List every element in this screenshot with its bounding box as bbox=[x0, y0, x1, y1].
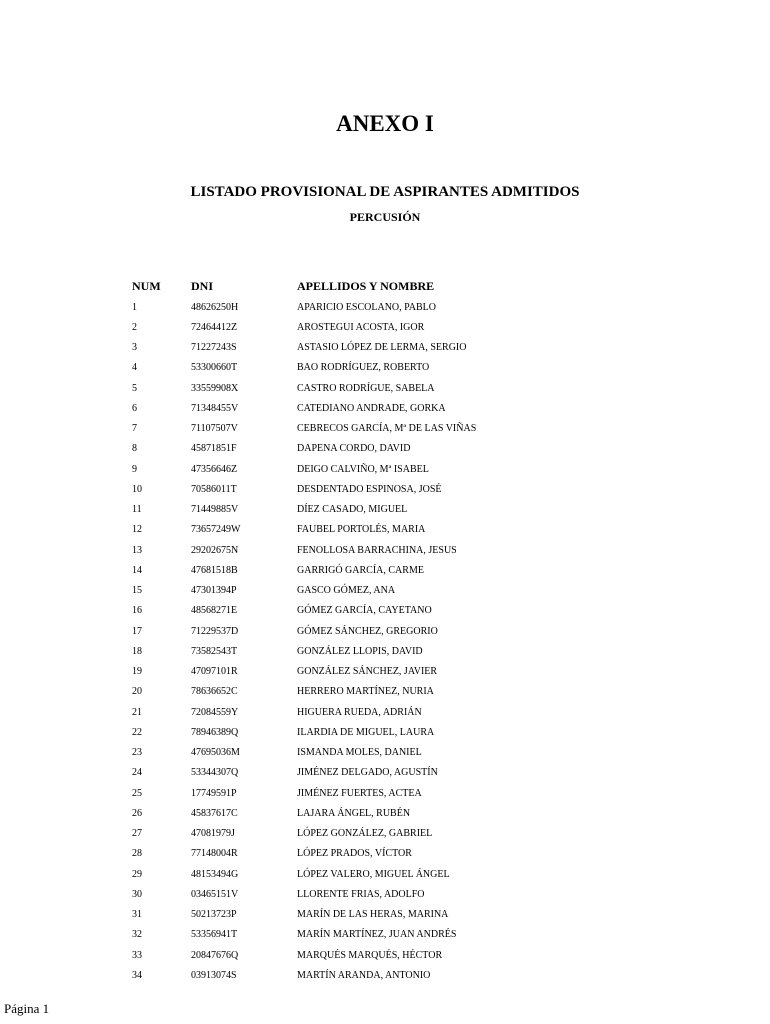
row-name-cell: DAPENA CORDO, DAVID bbox=[297, 443, 411, 455]
row-dni-cell: 47681518B bbox=[191, 564, 238, 576]
row-dni-cell: 17749591P bbox=[191, 787, 237, 799]
row-name-cell: LÓPEZ PRADOS, VÍCTOR bbox=[297, 848, 412, 860]
column-header-num: NUM bbox=[132, 278, 161, 293]
row-dni-cell: 48626250H bbox=[191, 301, 239, 313]
row-dni-cell: 72084559Y bbox=[191, 706, 239, 718]
row-name-cell: GONZÁLEZ SÁNCHEZ, JAVIER bbox=[297, 666, 438, 678]
row-dni-cell: 03465151V bbox=[191, 888, 239, 900]
row-dni-cell: 78636652C bbox=[191, 686, 238, 698]
row-dni-cell: 47695036M bbox=[191, 747, 240, 759]
table-row bbox=[132, 965, 597, 985]
row-name-cell: LÓPEZ VALERO, MIGUEL ÁNGEL bbox=[297, 868, 450, 880]
row-dni-cell: 33559908X bbox=[191, 382, 239, 394]
row-dni-cell: 71227243S bbox=[191, 342, 237, 354]
row-dni-cell: 53300660T bbox=[191, 362, 238, 374]
table-row bbox=[132, 722, 597, 742]
row-num-cell: 22 bbox=[132, 726, 142, 738]
table-row bbox=[132, 500, 597, 520]
row-name-cell: DESDENTADO ESPINOSA, JOSÉ bbox=[297, 483, 442, 495]
row-num-cell: 32 bbox=[132, 929, 142, 941]
row-num-cell: 30 bbox=[132, 888, 142, 900]
row-dni-cell: 71107507V bbox=[191, 423, 238, 435]
row-num-cell: 9 bbox=[132, 463, 137, 475]
row-dni-cell: 71449885V bbox=[191, 504, 239, 516]
column-header-name: APELLIDOS Y NOMBRE bbox=[297, 278, 435, 293]
table-row bbox=[132, 864, 597, 884]
row-name-cell: GASCO GÓMEZ, ANA bbox=[297, 585, 396, 597]
table-row bbox=[132, 905, 597, 925]
row-name-cell: MARTÍN ARANDA, ANTONIO bbox=[297, 969, 431, 981]
row-dni-cell: 03913074S bbox=[191, 969, 237, 981]
row-dni-cell: 71348455V bbox=[191, 402, 239, 414]
row-name-cell: ASTASIO LÓPEZ DE LERMA, SERGIO bbox=[297, 342, 467, 354]
row-num-cell: 15 bbox=[132, 585, 142, 597]
row-num-cell: 23 bbox=[132, 747, 142, 759]
row-num-cell: 20 bbox=[132, 686, 142, 698]
row-dni-cell: 70586011T bbox=[191, 483, 237, 495]
row-num-cell: 18 bbox=[132, 645, 142, 657]
table-header-row bbox=[132, 275, 597, 297]
row-dni-cell: 47097101R bbox=[191, 666, 238, 678]
row-num-cell: 2 bbox=[132, 321, 137, 333]
row-num-cell: 3 bbox=[132, 342, 137, 354]
row-num-cell: 7 bbox=[132, 423, 137, 435]
row-name-cell: LÓPEZ GONZÁLEZ, GABRIEL bbox=[297, 828, 433, 840]
row-name-cell: GONZÁLEZ LLOPIS, DAVID bbox=[297, 645, 423, 657]
row-dni-cell: 47356646Z bbox=[191, 463, 238, 475]
row-num-cell: 26 bbox=[132, 807, 142, 819]
row-dni-cell: 73657249W bbox=[191, 524, 241, 536]
table-row bbox=[132, 641, 597, 661]
row-dni-cell: 77148004R bbox=[191, 848, 238, 860]
row-name-cell: AROSTEGUI ACOSTA, IGOR bbox=[297, 321, 425, 333]
row-dni-cell: 71229537D bbox=[191, 625, 239, 637]
row-name-cell: HERRERO MARTÍNEZ, NURIA bbox=[297, 686, 434, 698]
row-name-cell: CATEDIANO ANDRADE, GORKA bbox=[297, 402, 446, 414]
row-num-cell: 33 bbox=[132, 949, 142, 961]
row-dni-cell: 20847676Q bbox=[191, 949, 239, 961]
row-name-cell: JIMÉNEZ DELGADO, AGUSTÍN bbox=[297, 767, 438, 779]
row-name-cell: JIMÉNEZ FUERTES, ACTEA bbox=[297, 787, 422, 799]
table-row bbox=[132, 601, 597, 621]
table-row bbox=[132, 743, 597, 763]
row-name-cell: CEBRECOS GARCÍA, Mª DE LAS VIÑAS bbox=[297, 423, 477, 435]
table-row bbox=[132, 702, 597, 722]
table-row bbox=[132, 297, 597, 317]
row-num-cell: 8 bbox=[132, 443, 137, 455]
table-row bbox=[132, 925, 597, 945]
document-subtitle: LISTADO PROVISIONAL DE ASPIRANTES ADMITIDOS bbox=[190, 184, 580, 200]
row-num-cell: 28 bbox=[132, 848, 142, 860]
row-name-cell: MARÍN MARTÍNEZ, JUAN ANDRÉS bbox=[297, 929, 457, 941]
table-row bbox=[132, 398, 597, 418]
table-row bbox=[132, 662, 597, 682]
row-num-cell: 25 bbox=[132, 787, 142, 799]
row-name-cell: FENOLLOSA BARRACHINA, JESUS bbox=[297, 544, 457, 556]
row-name-cell: ILARDIA DE MIGUEL, LAURA bbox=[297, 726, 435, 738]
row-name-cell: DÍEZ CASADO, MIGUEL bbox=[297, 504, 408, 516]
table-body bbox=[132, 297, 597, 986]
row-name-cell: CASTRO RODRÍGUE, SABELA bbox=[297, 382, 435, 394]
row-num-cell: 13 bbox=[132, 544, 142, 556]
row-num-cell: 14 bbox=[132, 564, 142, 576]
row-name-cell: MARÍN DE LAS HERAS, MARINA bbox=[297, 909, 449, 921]
table-row bbox=[132, 317, 597, 337]
row-dni-cell: 73582543T bbox=[191, 645, 238, 657]
table-row bbox=[132, 803, 597, 823]
document-title: ANEXO I bbox=[336, 111, 434, 136]
row-name-cell: HIGUERA RUEDA, ADRIÁN bbox=[297, 706, 422, 718]
row-num-cell: 19 bbox=[132, 666, 142, 678]
row-dni-cell: 72464412Z bbox=[191, 321, 238, 333]
row-num-cell: 11 bbox=[132, 504, 142, 516]
table-row bbox=[132, 884, 597, 904]
table-row bbox=[132, 844, 597, 864]
table-row bbox=[132, 378, 597, 398]
row-dni-cell: 45871851F bbox=[191, 443, 237, 455]
table-row bbox=[132, 763, 597, 783]
row-num-cell: 4 bbox=[132, 362, 137, 374]
row-dni-cell: 78946389Q bbox=[191, 726, 239, 738]
row-dni-cell: 53344307Q bbox=[191, 767, 239, 779]
table-row bbox=[132, 824, 597, 844]
row-dni-cell: 47301394P bbox=[191, 585, 237, 597]
table-row bbox=[132, 520, 597, 540]
row-name-cell: MARQUÉS MARQUÉS, HÉCTOR bbox=[297, 949, 443, 961]
table-row bbox=[132, 479, 597, 499]
row-name-cell: LAJARA ÁNGEL, RUBÉN bbox=[297, 807, 411, 819]
table-row bbox=[132, 338, 597, 358]
row-dni-cell: 50213723P bbox=[191, 909, 237, 921]
row-dni-cell: 47081979J bbox=[191, 828, 235, 840]
row-name-cell: DEIGO CALVIÑO, Mª ISABEL bbox=[297, 463, 429, 475]
admitted-candidates-table bbox=[132, 275, 597, 986]
row-num-cell: 21 bbox=[132, 706, 142, 718]
row-dni-cell: 53356941T bbox=[191, 929, 238, 941]
row-num-cell: 6 bbox=[132, 402, 137, 414]
column-header-dni: DNI bbox=[191, 278, 214, 293]
table-row bbox=[132, 459, 597, 479]
table-row bbox=[132, 560, 597, 580]
table-row bbox=[132, 540, 597, 560]
row-dni-cell: 29202675N bbox=[191, 544, 239, 556]
row-name-cell: APARICIO ESCOLANO, PABLO bbox=[297, 301, 437, 313]
table-row bbox=[132, 581, 597, 601]
row-num-cell: 12 bbox=[132, 524, 142, 536]
row-num-cell: 17 bbox=[132, 625, 142, 637]
row-num-cell: 16 bbox=[132, 605, 142, 617]
table-row bbox=[132, 419, 597, 439]
row-name-cell: GARRIGÓ GARCÍA, CARME bbox=[297, 564, 424, 576]
row-name-cell: ISMANDA MOLES, DANIEL bbox=[297, 747, 422, 759]
table-row bbox=[132, 439, 597, 459]
page-number: Página 1 bbox=[4, 1001, 50, 1016]
row-dni-cell: 45837617C bbox=[191, 807, 238, 819]
table-row bbox=[132, 682, 597, 702]
table-row bbox=[132, 783, 597, 803]
row-num-cell: 34 bbox=[132, 969, 142, 981]
row-name-cell: GÓMEZ GARCÍA, CAYETANO bbox=[297, 605, 432, 617]
table-row bbox=[132, 358, 597, 378]
row-num-cell: 1 bbox=[132, 301, 137, 313]
row-num-cell: 10 bbox=[132, 483, 142, 495]
row-name-cell: FAUBEL PORTOLÉS, MARIA bbox=[297, 524, 426, 536]
row-dni-cell: 48568271E bbox=[191, 605, 238, 617]
row-num-cell: 31 bbox=[132, 909, 142, 921]
row-name-cell: GÓMEZ SÁNCHEZ, GREGORIO bbox=[297, 625, 438, 637]
row-num-cell: 24 bbox=[132, 767, 142, 779]
row-num-cell: 5 bbox=[132, 382, 137, 394]
row-num-cell: 27 bbox=[132, 828, 142, 840]
row-name-cell: BAO RODRÍGUEZ, ROBERTO bbox=[297, 362, 430, 374]
row-num-cell: 29 bbox=[132, 868, 142, 880]
table-row bbox=[132, 945, 597, 965]
row-dni-cell: 48153494G bbox=[191, 868, 239, 880]
table-row bbox=[132, 621, 597, 641]
specialty-heading: PERCUSIÓN bbox=[349, 210, 421, 224]
row-name-cell: LLORENTE FRIAS, ADOLFO bbox=[297, 888, 425, 900]
